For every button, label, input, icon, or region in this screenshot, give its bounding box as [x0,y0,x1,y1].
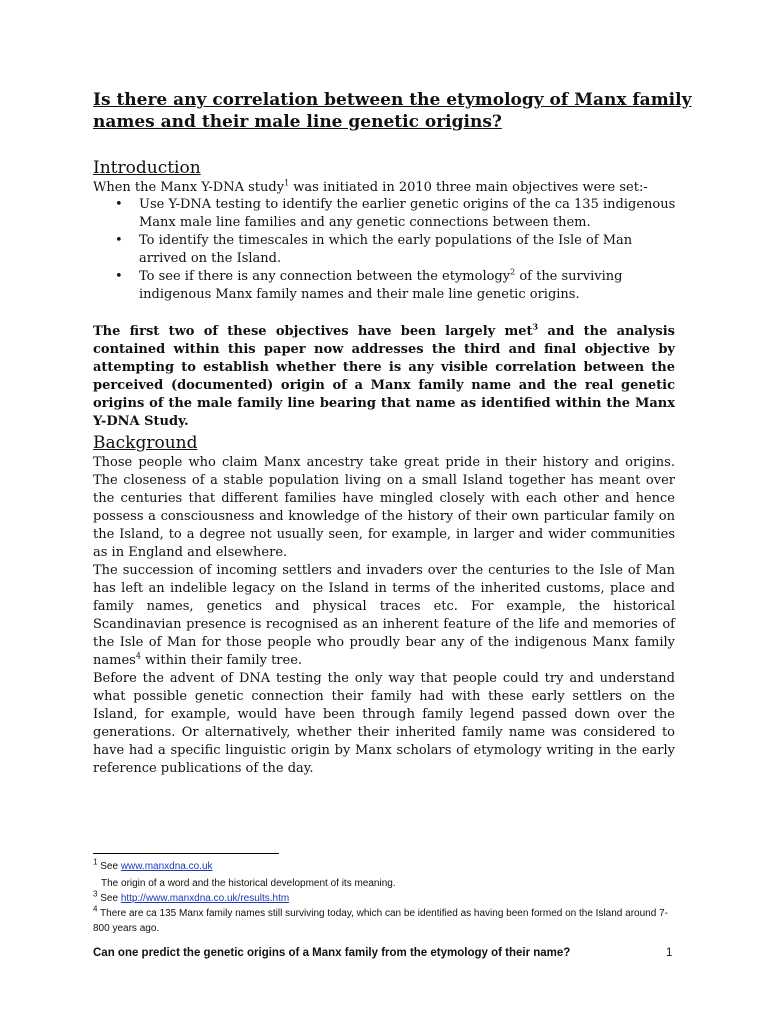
footnote-ref-4: 4 [135,651,141,661]
bullet-icon: • [115,197,123,212]
background-paragraph-2: The succession of incoming settlers and invaders over the centuries to the Isle of Man has left an indelible legacy on the Island in terms of the inherited customs, place and family names, genetics and physical traces etc. For example, the historical Scandinavian presence is recognised as an inherent feature of the life and memories of the Isle of Man for those people who proudly bear any of the indigenous Manx family names$^4$ within their family tree. [93,563,675,668]
document-title: Is there any correlation between the etymology of Manx family names and their male line genetic origins? [93,90,692,132]
introduction-heading: Introduction [93,158,201,178]
footnote-4: $^4$ There are ca 135 Manx family names still surviving today, which can be identified as having been formed on the Island around 7-800 years ago. [93,904,668,934]
list-item: • To identify the timescales in which the early populations of the Isle of Man arrived on the Island. [115,233,633,266]
bullet-icon: • [115,233,123,248]
objectives-summary: The first two of these objectives have been largely met$^3$ and the analysis contained within this paper now addresses the third and final objective by attempting to establish whether there is any visible correlation between the perceived (documented) origin of a Manx family name and the real genetic origins of the male family line bearing that name as identified within the Manx Y-DNA Study. [93,321,675,429]
manxdna-link[interactable]: www.manxdna.co.uk [120,861,213,872]
background-paragraph-3: Before the advent of DNA testing the only way that people could try and understand what possible genetic connection their family had with these early settlers on the Island, for example, would have been through family legend passed down over the generations. Or alternatively, whether their inherited family name was considered to have had a specific linguistic origin by Manx scholars of etymology writing in the early reference publications of the day. [93,671,675,776]
footnote-1: $^1$ See www.manxdna.co.uk [93,857,213,872]
results-link[interactable]: http://www.manxdna.co.uk/results.htm [120,893,290,904]
footnote-ref-2: 2 [510,267,516,277]
page-number: 1 [666,947,673,959]
bullet-icon: • [115,269,123,284]
introduction-lead: When the Manx Y-DNA study$^1$ was initiated in 2010 three main objectives were set:- [93,178,648,195]
footnote-divider [93,853,279,854]
list-item: • Use Y-DNA testing to identify the earlier genetic origins of the ca 135 indigenous Manx male line families and any genetic connections between them. [115,197,676,230]
page-footer: Can one predict the genetic origins of a Manx family from the etymology of their name? [93,947,571,959]
footnote-ref-3: 3 [532,321,539,332]
footnote-ref-1: 1 [284,178,290,188]
background-paragraph-1: Those people who claim Manx ancestry take great pride in their history and origins. The closeness of a stable population living on a small Island together has meant over the centuries that different families have mingled closely with each other and hence possess a consciousness and knowledge of the history of their own particular family on the Island, to a degree not usually seen, for example, in larger and wider communities as in England and elsewhere. [93,455,675,560]
footnote-3: $^3$ See http://www.manxdna.co.uk/results.htm [93,889,290,904]
footnote-2: The origin of a word and the historical development of its meaning. [101,878,396,889]
objectives-list [93,196,678,304]
list-item: • To see if there is any connection between the etymology$^2$ of the surviving indigenous Manx family names and their male line genetic origins. [115,267,623,302]
background-heading: Background [93,433,198,453]
